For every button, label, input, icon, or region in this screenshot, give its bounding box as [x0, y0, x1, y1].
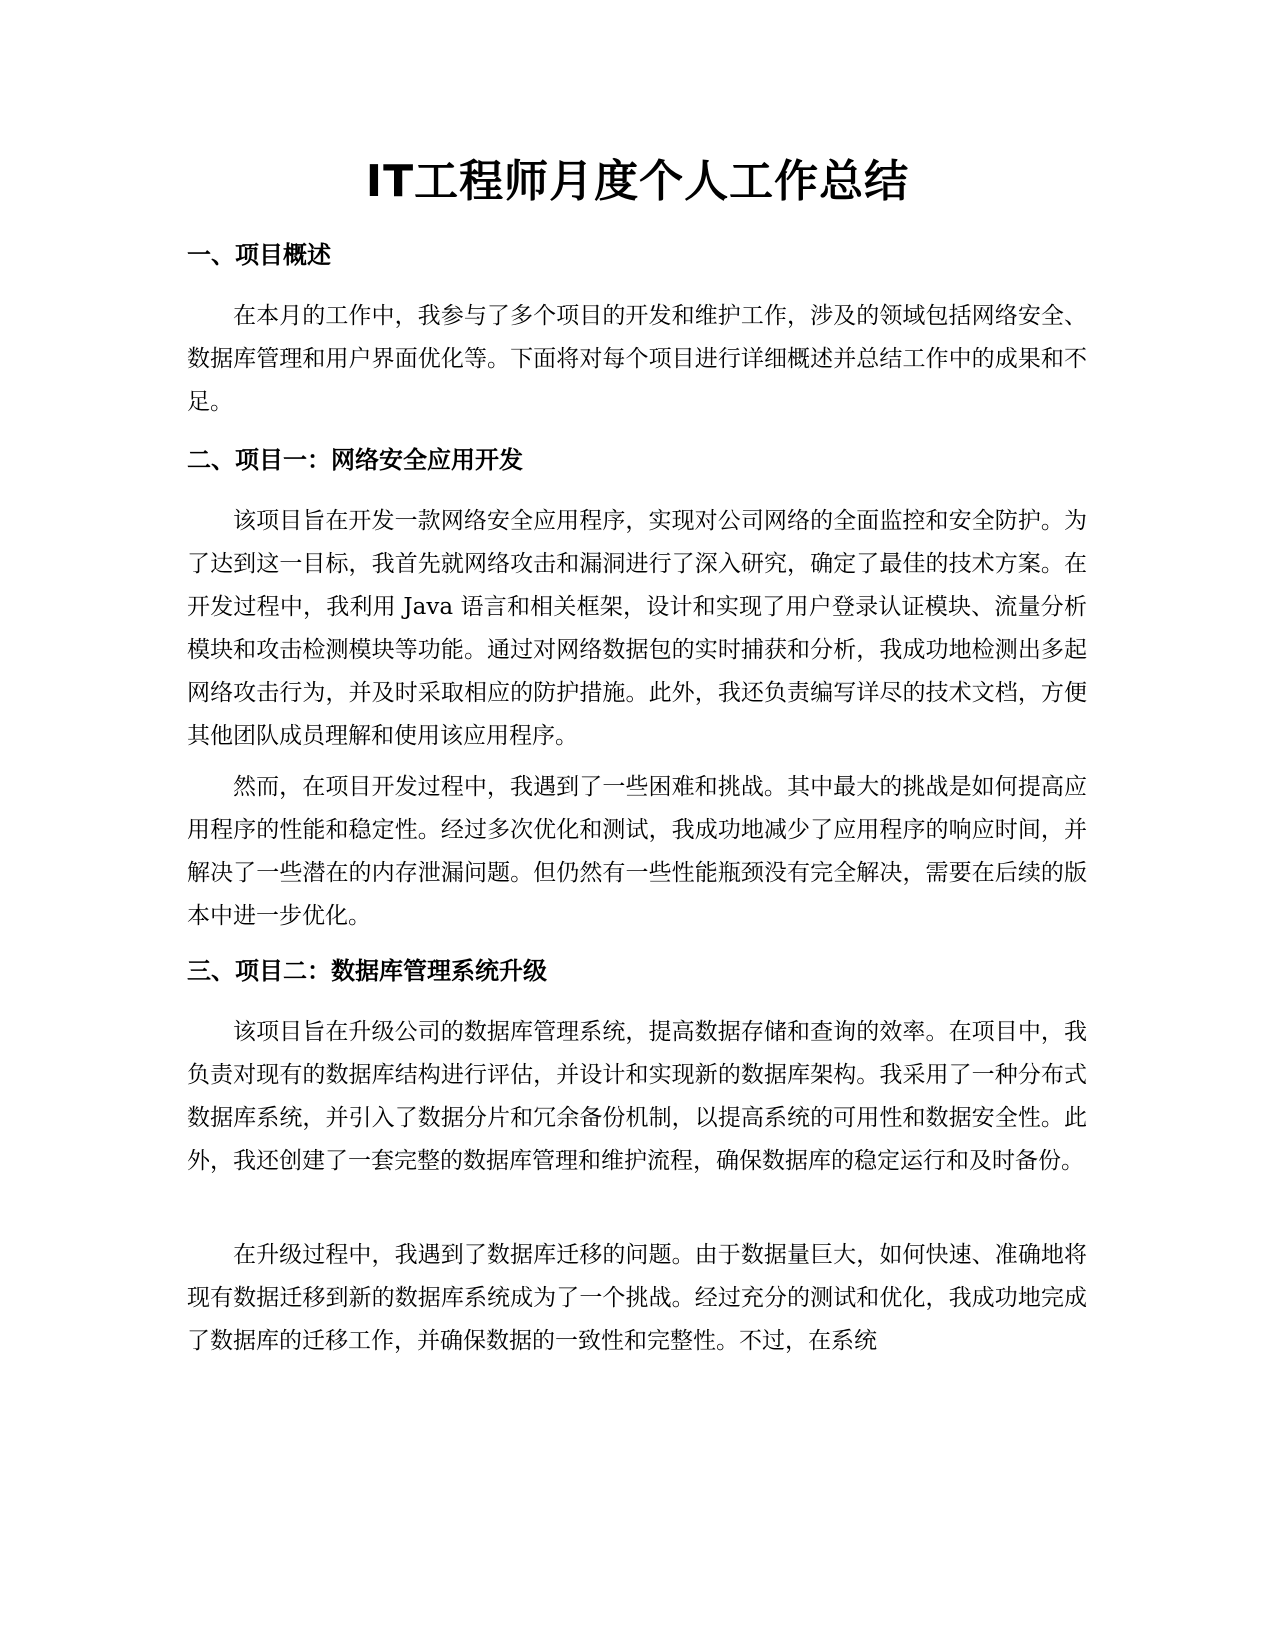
section-heading-project-two: 三、项目二：数据库管理系统升级 [187, 957, 547, 985]
paragraph-project-one-2: 然而，在项目开发过程中，我遇到了一些困难和挑战。其中最大的挑战是如何提高应用程序的性能和稳定性。经过多次优化和测试，我成功地减少了应用程序的响应时间，并解决了一些潜在的内存泄漏问题。但仍然有一些性能瓶颈没有完全解决，需要在后续的版本中进一步优化。 [187, 774, 1087, 929]
paragraph-project-one-1: 该项目旨在开发一款网络安全应用程序，实现对公司网络的全面监控和安全防护。为了达到这一目标，我首先就网络攻击和漏洞进行了深入研究，确定了最佳的技术方案。在开发过程中，我利用 Java 语言和相关框架，设计和实现了用户登录认证模块、流量分析模块和攻击检测模块等功能。通过对网络数据包的实时捕获和分析，我成功地检测出多起网络攻击行为，并及时采取相应的防护措施。此外，我还负责编写详尽的技术文档，方便其他团队成员理解和使用该应用程序。 [187, 508, 1087, 749]
document-title: IT工程师月度个人工作总结 [365, 156, 910, 207]
paragraph-project-two-1: 该项目旨在升级公司的数据库管理系统，提高数据存储和查询的效率。在项目中，我负责对现有的数据库结构进行评估，并设计和实现新的数据库架构。我采用了一种分布式数据库系统，并引入了数据分片和冗余备份机制，以提高系统的可用性和数据安全性。此外，我还创建了一套完整的数据库管理和维护流程，确保数据库的稳定运行和及时备份。 [187, 1019, 1087, 1174]
paragraph-overview: 在本月的工作中，我参与了多个项目的开发和维护工作，涉及的领域包括网络安全、数据库管理和用户界面优化等。下面将对每个项目进行详细概述并总结工作中的成果和不足。 [187, 303, 1087, 415]
section-heading-overview: 一、项目概述 [187, 241, 331, 269]
section-heading-project-one: 二、项目一：网络安全应用开发 [187, 446, 523, 474]
paragraph-project-two-2: 在升级过程中，我遇到了数据库迁移的问题。由于数据量巨大，如何快速、准确地将现有数据迁移到新的数据库系统成为了一个挑战。经过充分的测试和优化，我成功地完成了数据库的迁移工作，并确保数据的一致性和完整性。不过，在系统 [187, 1242, 1087, 1354]
